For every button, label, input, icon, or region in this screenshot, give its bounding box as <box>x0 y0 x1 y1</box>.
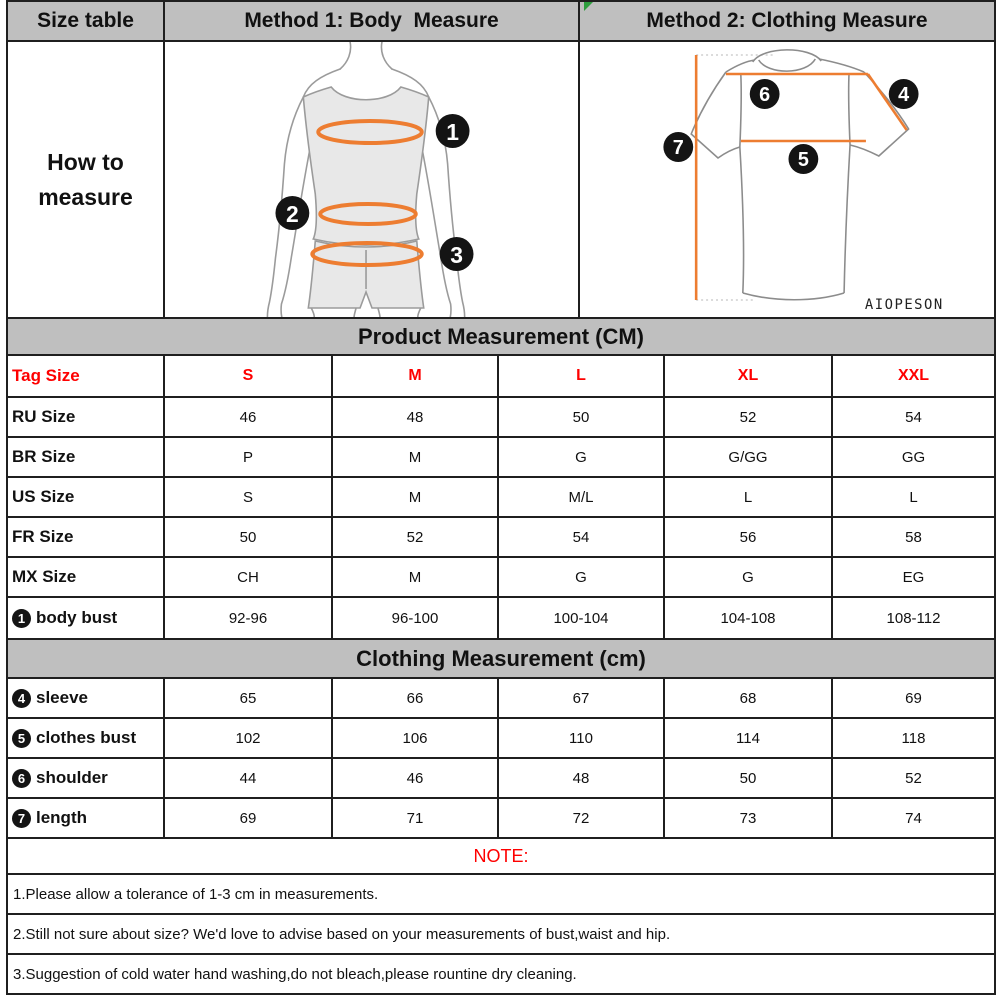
cell-value: 54 <box>905 408 922 426</box>
cell-value: 44 <box>165 759 333 797</box>
cell-value: G <box>665 558 833 596</box>
cell-value: 58 <box>905 528 922 546</box>
marker-7-icon <box>663 132 693 162</box>
cell-value: 52 <box>665 398 833 436</box>
cell-value: G <box>499 438 665 476</box>
cell-value: 71 <box>333 799 499 837</box>
cell-value: 65 <box>165 679 333 717</box>
table-row-us-size <box>8 478 994 518</box>
cell-value: P <box>165 438 333 476</box>
cell-value: 110 <box>499 719 665 757</box>
cell-value: EG <box>902 568 925 586</box>
marker-3-icon <box>440 237 474 271</box>
col-header-s: S <box>165 356 333 396</box>
cell-value: 69 <box>165 799 333 837</box>
method2-header: Method 2: Clothing Measure <box>580 2 994 40</box>
svg-text:1: 1 <box>446 118 459 146</box>
tshirt-figure-icon <box>580 42 994 317</box>
row-label: FR Size <box>8 518 165 556</box>
svg-text:7: 7 <box>672 136 684 160</box>
top-header-row <box>8 2 994 42</box>
col-header-l: L <box>499 356 665 396</box>
cell-value: 106 <box>333 719 499 757</box>
size-table-header: Size table <box>8 2 165 40</box>
cell-value: 66 <box>333 679 499 717</box>
row-label: RU Size <box>8 398 165 436</box>
brand-text: AIOPESON <box>864 296 944 314</box>
svg-text:3: 3 <box>450 241 463 269</box>
marker-5-icon <box>788 144 818 174</box>
cell-value: G <box>499 558 665 596</box>
cell-value: 102 <box>165 719 333 757</box>
cell-value: 100-104 <box>499 598 665 638</box>
tag-size-label: Tag Size <box>8 356 165 396</box>
note-item-3: 3.Suggestion of cold water hand washing,do not bleach,please rountine dry cleaning. <box>13 965 577 983</box>
cell-value: 92-96 <box>165 598 333 638</box>
svg-text:6: 6 <box>759 83 771 107</box>
svg-text:5: 5 <box>797 148 809 172</box>
col-header-m: M <box>333 356 499 396</box>
svg-text:2: 2 <box>286 200 299 228</box>
cell-value: M <box>333 438 499 476</box>
row-label: 4 sleeve <box>8 679 165 717</box>
table-row-ru-size <box>8 398 994 438</box>
product-measurement-header: Product Measurement (CM) <box>8 319 994 356</box>
table-row-shoulder <box>8 759 994 799</box>
row-num-badge: 4 <box>12 689 31 708</box>
cell-value: 108-112 <box>886 609 941 627</box>
cell-value: S <box>165 478 333 516</box>
row-num-badge: 7 <box>12 809 31 828</box>
col-header-xxl: XXL <box>897 367 930 384</box>
table-row-length <box>8 799 994 839</box>
note-title: NOTE: <box>8 839 994 875</box>
body-measure-figure <box>165 42 580 317</box>
size-chart-sheet <box>6 0 996 995</box>
cell-value: 118 <box>901 729 926 747</box>
cell-value: 52 <box>905 769 922 787</box>
cell-value: 52 <box>333 518 499 556</box>
svg-text:4: 4 <box>898 83 910 107</box>
cell-value: M <box>333 478 499 516</box>
marker-6-icon <box>750 79 780 109</box>
col-header-xl: XL <box>665 356 833 396</box>
table-row-clothes-bust <box>8 719 994 759</box>
row-num-badge: 1 <box>12 609 31 628</box>
cell-value: M <box>333 558 499 596</box>
clothing-measure-figure <box>580 42 994 317</box>
cell-value: 67 <box>499 679 665 717</box>
table-row-fr-size <box>8 518 994 558</box>
cell-value: 48 <box>499 759 665 797</box>
row-label: MX Size <box>8 558 165 596</box>
marker-1-icon <box>436 114 470 148</box>
method1-header: Method 1: Body Measure <box>165 2 580 40</box>
cell-value: 50 <box>665 759 833 797</box>
cell-value: 96-100 <box>333 598 499 638</box>
tag-size-row <box>8 356 994 398</box>
row-label: 5 clothes bust <box>8 719 165 757</box>
cell-value: L <box>909 488 918 506</box>
body-figure-icon <box>165 42 578 317</box>
cell-value: 74 <box>905 809 922 827</box>
cell-value: 46 <box>333 759 499 797</box>
table-row-mx-size <box>8 558 994 598</box>
cell-value: 50 <box>165 518 333 556</box>
cell-value: L <box>665 478 833 516</box>
cell-value: 56 <box>665 518 833 556</box>
row-num-badge: 6 <box>12 769 31 788</box>
note-item-1: 1.Please allow a tolerance of 1-3 cm in measurements. <box>8 875 994 915</box>
cell-value: M/L <box>499 478 665 516</box>
row-label: US Size <box>8 478 165 516</box>
row-label: BR Size <box>8 438 165 476</box>
row-num-badge: 5 <box>12 729 31 748</box>
row-label: 1 body bust <box>8 598 165 638</box>
cell-value: G/GG <box>665 438 833 476</box>
marker-2-icon <box>275 196 309 230</box>
row-label: 7 length <box>8 799 165 837</box>
how-to-measure-cell <box>8 42 165 317</box>
table-row-body-bust <box>8 598 994 640</box>
cell-value: 48 <box>333 398 499 436</box>
cell-flag-triangle <box>584 2 593 11</box>
cell-value: 50 <box>499 398 665 436</box>
how-to-measure-label: How to measure <box>38 149 133 210</box>
cell-value: 73 <box>665 799 833 837</box>
cell-value: 68 <box>665 679 833 717</box>
note-item-2: 2.Still not sure about size? We'd love to advise based on your measurements of bust,waist and hip. <box>8 915 994 955</box>
cell-value: 72 <box>499 799 665 837</box>
cell-value: 104-108 <box>665 598 833 638</box>
marker-4-icon <box>889 79 919 109</box>
cell-value: 114 <box>665 719 833 757</box>
figures-row <box>8 42 994 319</box>
table-row-br-size <box>8 438 994 478</box>
cell-value: GG <box>901 448 926 466</box>
measure-lines-icon <box>696 55 906 300</box>
table-row-sleeve <box>8 679 994 719</box>
cell-value: 69 <box>905 689 922 707</box>
cell-value: 54 <box>499 518 665 556</box>
cell-value: CH <box>165 558 333 596</box>
clothing-measurement-header: Clothing Measurement (cm) <box>8 640 994 679</box>
row-label: 6 shoulder <box>8 759 165 797</box>
cell-value: 46 <box>165 398 333 436</box>
